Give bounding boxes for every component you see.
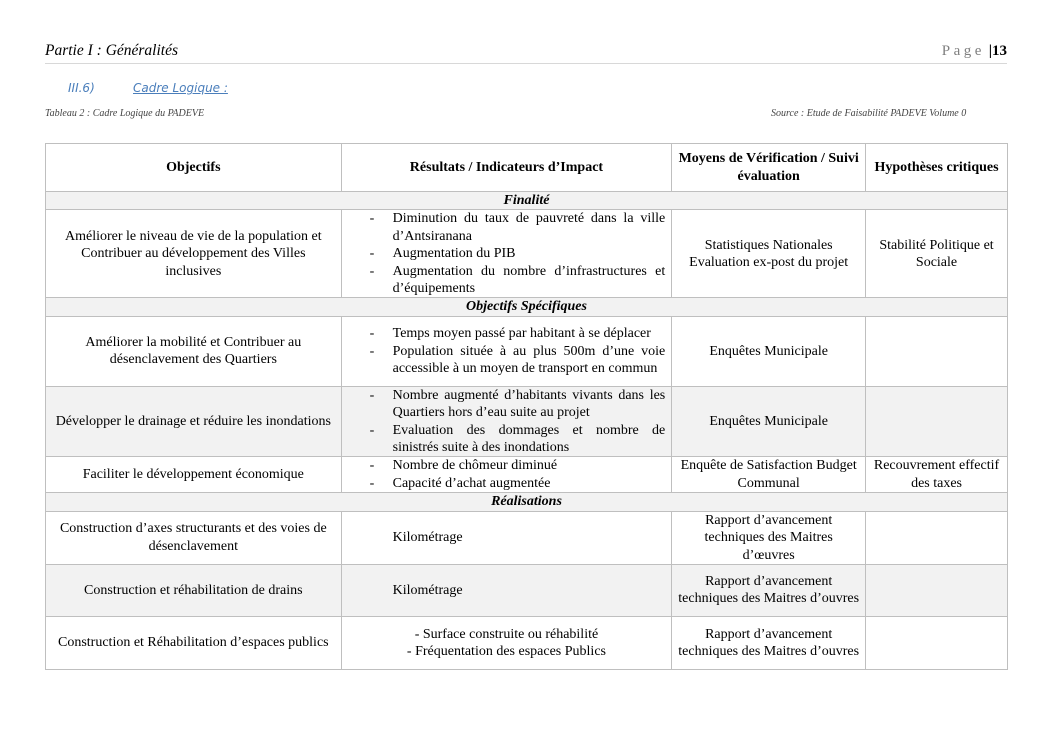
objective-cell: Améliorer le niveau de vie de la population et Contribuer au développement des Villes inclusives	[46, 210, 342, 298]
objective-cell: Construction et réhabilitation de drains	[46, 564, 342, 616]
page-label: Page	[941, 43, 985, 59]
section-title[interactable]: Cadre Logique :	[133, 81, 228, 95]
indicator-text: Kilométrage	[392, 582, 463, 598]
results-cell	[341, 316, 672, 386]
verification-cell: Enquêtes Municipale	[672, 386, 866, 457]
section-band-label: Finalité	[46, 192, 1008, 210]
verification-cell: Statistiques Nationales Evaluation ex-post du projet	[672, 210, 866, 298]
section-band-label: Objectifs Spécifiques	[46, 298, 1008, 316]
indicator-item: - Augmentation du PIB	[348, 245, 666, 262]
table-row	[46, 457, 1008, 493]
section-band-row	[46, 192, 1008, 210]
objective-cell: Faciliter le développement économique	[46, 457, 342, 493]
objective-cell: Construction et Réhabilitation d’espaces publics	[46, 616, 342, 669]
indicator-item: - Capacité d’achat augmentée	[348, 475, 666, 492]
page-number-value: 13	[992, 43, 1007, 59]
hypotheses-cell	[866, 616, 1008, 669]
indicator-item: - Nombre de chômeur diminué	[348, 457, 666, 474]
indicator-list	[348, 457, 666, 492]
indicator-item: - Temps moyen passé par habitant à se déplacer	[348, 325, 666, 342]
indicator-item: - Evaluation des dommages et nombre de sinistrés suite à des inondations	[348, 422, 666, 457]
indicator-list	[348, 387, 666, 457]
section-band-label: Réalisations	[46, 493, 1008, 511]
results-cell	[341, 564, 672, 616]
results-cell	[341, 386, 672, 457]
table-row	[46, 386, 1008, 457]
hypotheses-cell	[866, 316, 1008, 386]
section-number: III.6)	[68, 81, 95, 95]
indicator-list	[348, 626, 666, 661]
indicator-list	[348, 210, 666, 297]
table-source: Source : Etude de Faisabilité PADEVE Volume 0	[771, 108, 967, 119]
logical-framework-table	[45, 143, 1008, 670]
column-header: Objectifs	[46, 144, 342, 192]
verification-cell: Enquêtes Municipale	[672, 316, 866, 386]
verification-cell: Enquête de Satisfaction Budget Communal	[672, 457, 866, 493]
indicator-item: - Nombre augmenté d’habitants vivants dans les Quartiers hors d’eau suite au projet	[348, 387, 666, 422]
hypotheses-cell	[866, 511, 1008, 564]
header-divider	[45, 63, 1007, 64]
objective-cell: Développer le drainage et réduire les inondations	[46, 386, 342, 457]
table-caption: Tableau 2 : Cadre Logique du PADEVE	[45, 108, 205, 119]
indicator-item: - Augmentation du nombre d’infrastructures et d’équipements	[348, 263, 666, 298]
indicator-item: - Surface construite ou réhabilité	[348, 626, 666, 643]
objective-cell: Améliorer la mobilité et Contribuer au désenclavement des Quartiers	[46, 316, 342, 386]
indicator-text: Kilométrage	[392, 530, 463, 546]
indicator-list	[348, 325, 666, 377]
column-header: Résultats / Indicateurs d’Impact	[341, 144, 672, 192]
hypotheses-cell: Stabilité Politique et Sociale	[866, 210, 1008, 298]
section-band-row	[46, 493, 1008, 511]
verification-cell: Rapport d’avancement techniques des Maitres d’œuvres	[672, 511, 866, 564]
indicator-item: - Diminution du taux de pauvreté dans la ville d’Antsiranana	[348, 210, 666, 245]
table-row	[46, 316, 1008, 386]
column-header: Hypothèses critiques	[866, 144, 1008, 192]
hypotheses-cell	[866, 564, 1008, 616]
table-header-row	[46, 144, 1008, 192]
running-header-title: Partie I : Généralités	[45, 42, 179, 59]
table-row	[46, 564, 1008, 616]
page-number: Page |13	[941, 43, 1007, 59]
results-cell	[341, 616, 672, 669]
verification-cell: Rapport d’avancement techniques des Maitres d’ouvres	[672, 564, 866, 616]
results-cell	[341, 457, 672, 493]
column-header: Moyens de Vérification / Suivi évaluation	[672, 144, 866, 192]
indicator-item: - Fréquentation des espaces Publics	[348, 643, 666, 660]
hypotheses-cell: Recouvrement effectif des taxes	[866, 457, 1008, 493]
table-row	[46, 210, 1008, 298]
results-cell	[341, 210, 672, 298]
verification-cell: Rapport d’avancement techniques des Maitres d’ouvres	[672, 616, 866, 669]
table-row	[46, 511, 1008, 564]
indicator-item: - Population située à au plus 500m d’une voie accessible à un moyen de transport en commun	[348, 343, 666, 378]
section-band-row	[46, 298, 1008, 316]
objective-cell: Construction d’axes structurants et des voies de désenclavement	[46, 511, 342, 564]
table-row	[46, 616, 1008, 669]
results-cell	[341, 511, 672, 564]
hypotheses-cell	[866, 386, 1008, 457]
